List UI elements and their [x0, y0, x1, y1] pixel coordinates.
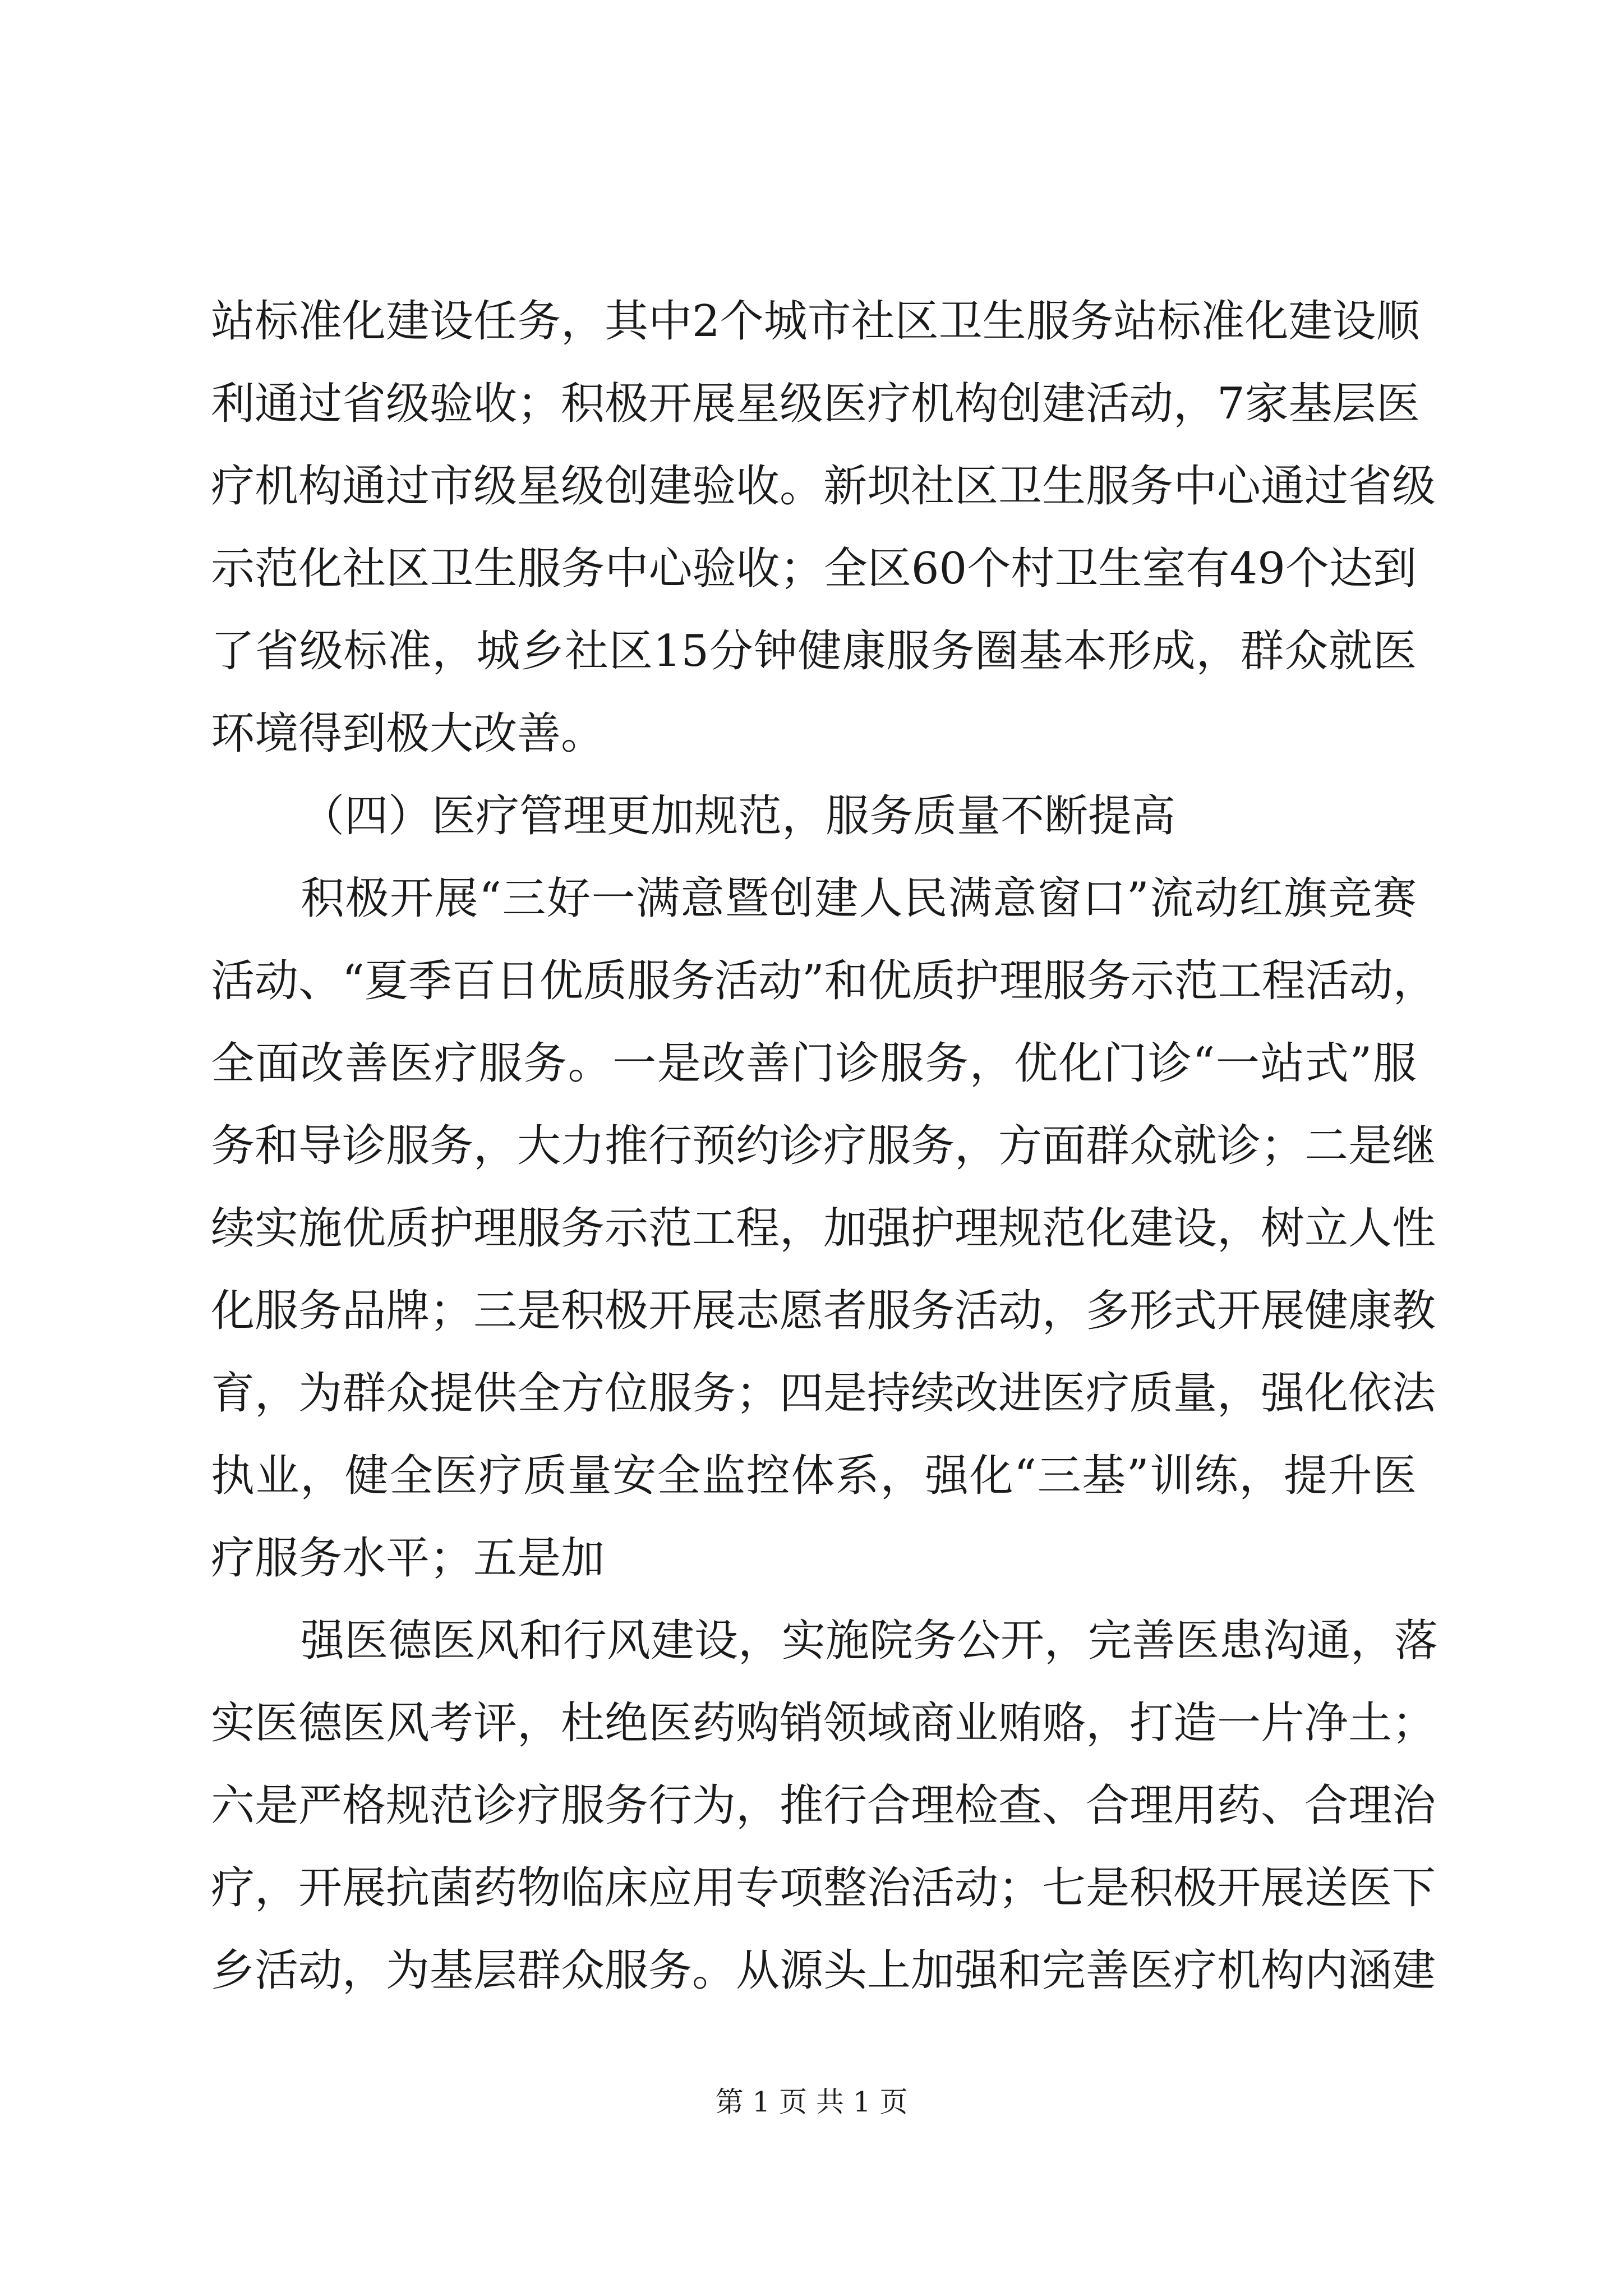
text-line: 实医德医风考评，杜绝医药购销领域商业贿赂，打造一片净土；	[211, 1698, 1436, 1749]
heading-text: （四）医疗管理更加规范，服务质量不断提高	[301, 791, 1176, 841]
text-line: 强医德医风和行风建设，实施院务公开，完善医患沟通，落	[301, 1616, 1438, 1666]
text-line: 积极开展“三好一满意暨创建人民满意窗口”流动红旗竞赛	[301, 873, 1417, 924]
text-line: 务和导诊服务，大力推行预约诊疗服务，方面群众就诊；二是继	[211, 1121, 1436, 1171]
text-line: 利通过省级验收；积极开展星级医疗机构创建活动，7家基层医	[211, 379, 1420, 429]
text-line: 六是严格规范诊疗服务行为，推行合理检查、合理用药、合理治	[211, 1780, 1436, 1831]
text-line: 全面改善医疗服务。一是改善门诊服务，优化门诊“一站式”服	[211, 1038, 1417, 1089]
text-line: 执业，健全医疗质量安全监控体系，强化“三基”训练，提升医	[211, 1451, 1417, 1501]
text-line: 疗服务水平；五是加	[211, 1533, 605, 1584]
text-line: 环境得到极大改善。	[211, 708, 605, 759]
text-line: 示范化社区卫生服务中心验收；全区60个村卫生室有49个达到	[211, 544, 1417, 594]
text-line: 续实施优质护理服务示范工程，加强护理规范化建设，树立人性	[211, 1203, 1436, 1254]
text-line: 化服务品牌；三是积极开展志愿者服务活动，多形式开展健康教	[211, 1286, 1436, 1336]
text-line: 站标准化建设任务，其中2个城市社区卫生服务站标准化建设顺	[211, 296, 1420, 347]
paragraph-3	[211, 1600, 1438, 2012]
text-line: 乡活动，为基层群众服务。从源头上加强和完善医疗机构内涵建	[211, 1945, 1436, 1996]
page-footer	[0, 2082, 1623, 2122]
text-line: 育，为群众提供全方位服务；四是持续改进医疗质量，强化依法	[211, 1368, 1436, 1419]
section-heading	[211, 775, 1417, 858]
paragraph-1	[211, 280, 1436, 775]
paragraph-2	[211, 858, 1437, 1600]
text-line: 活动、“夏季百日优质服务活动”和优质护理服务示范工程活动，	[211, 956, 1437, 1006]
document-body	[211, 280, 1438, 2012]
page-number-label: 第 1 页 共 1 页	[715, 2086, 908, 2118]
text-line: 疗机构通过市级星级创建验收。新坝社区卫生服务中心通过省级	[211, 461, 1436, 512]
text-line: 疗，开展抗菌药物临床应用专项整治活动；七是积极开展送医下	[211, 1863, 1436, 1913]
text-line: 了省级标准，城乡社区15分钟健康服务圈基本形成，群众就医	[211, 626, 1417, 677]
